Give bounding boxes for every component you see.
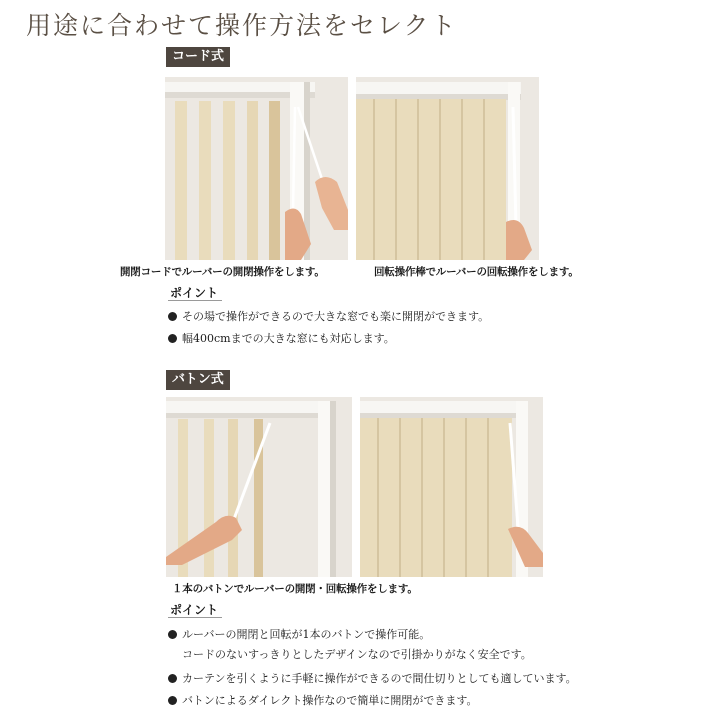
baton-closed-photo bbox=[360, 397, 543, 577]
baton-bullet-1: ルーバーの開閉と回転が1本のバトンで操作可能。 bbox=[168, 626, 430, 642]
baton-type-tag: バトン式 bbox=[166, 370, 230, 390]
page-title: 用途に合わせて操作方法をセレクト bbox=[26, 11, 458, 40]
cord-caption-right: 回転操作棒でルーバーの回転操作をします。 bbox=[374, 266, 579, 278]
baton-bullet-1-continued: コードのないすっきりとしたデザインなので引掛かりがなく安全です。 bbox=[182, 648, 532, 661]
cord-open-photo bbox=[165, 77, 348, 260]
baton-caption: １本のバトンでルーバーの開閉・回転操作をします。 bbox=[172, 583, 418, 595]
baton-point-underline bbox=[168, 617, 222, 618]
cord-caption-left: 開閉コードでルーバーの開閉操作をします。 bbox=[120, 266, 325, 278]
baton-bullet-3: バトンによるダイレクト操作なので簡単に開閉ができます。 bbox=[168, 692, 477, 708]
baton-open-photo bbox=[166, 397, 352, 577]
baton-point-title: ポイント bbox=[170, 603, 219, 617]
baton-bullet-2: カーテンを引くように手軽に操作ができるので間仕切りとしても適しています。 bbox=[168, 670, 577, 686]
cord-bullet-1: その場で操作ができるので大きな窓でも楽に開閉ができます。 bbox=[168, 308, 489, 324]
cord-bullet-2: 幅400cmまでの大きな窓にも対応します。 bbox=[168, 330, 395, 346]
cord-point-title: ポイント bbox=[170, 286, 219, 300]
cord-closed-photo bbox=[356, 77, 539, 260]
cord-point-underline bbox=[168, 300, 222, 301]
cord-type-tag: コード式 bbox=[166, 47, 230, 67]
